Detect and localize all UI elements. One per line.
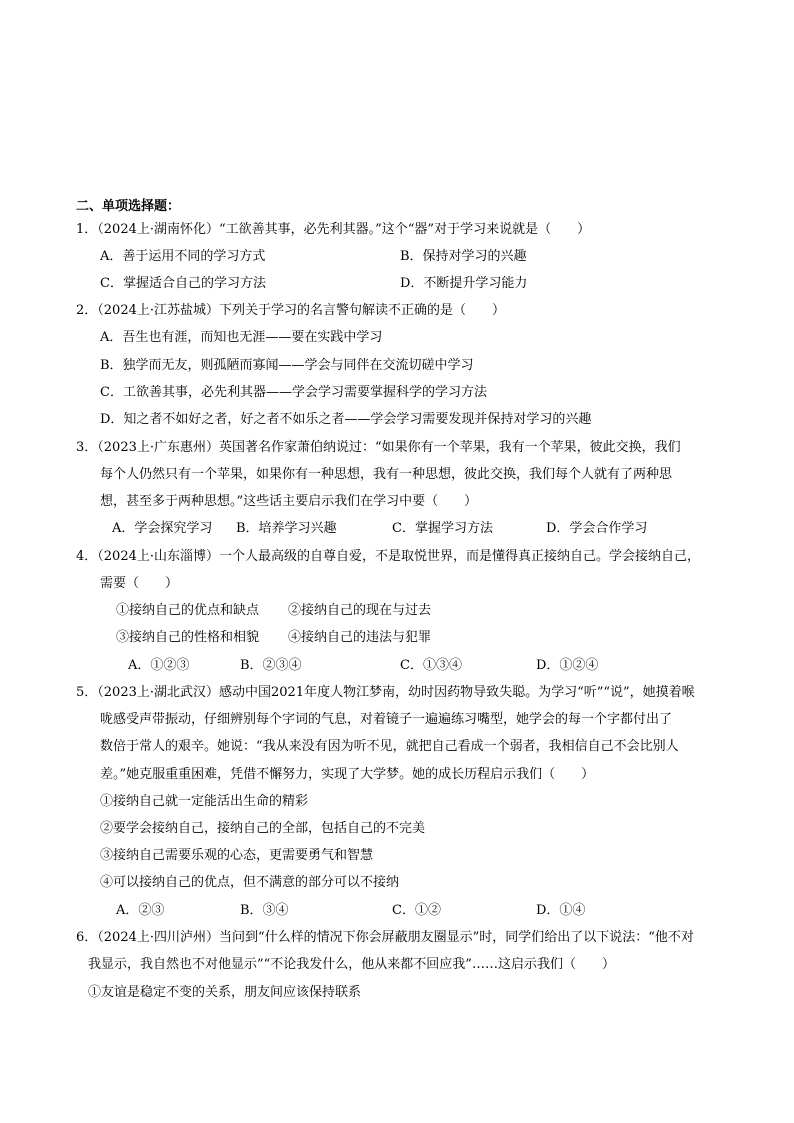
question-3-stem-line-2: 每个人仍然只有一个苹果，如果你有一种思想，我有一种思想，彼此交换，我们每个人就有了两种思: [100, 467, 673, 482]
question-1-option-d: D．不断提升学习能力: [400, 276, 528, 291]
question-4-option-c: C．①③④: [400, 658, 462, 673]
question-3-option-b: B．培养学习兴趣: [236, 521, 337, 536]
question-5-stem-line-2: 咙感受声带振动，仔细辨别每个字词的气息，对着镜子一遍遍练习嘴型，她学会的每一个字都付出了: [100, 712, 673, 727]
question-5-option-b: B．③④: [240, 903, 289, 918]
question-2-option-a: A．吾生也有涯，而知也无涯——要在实践中学习: [100, 330, 383, 345]
question-4-item-4: ④接纳自己的违法与犯罪: [288, 630, 432, 645]
question-4-option-d: D．①②④: [536, 658, 599, 673]
question-2-option-d: D．知之者不如好之者，好之者不如乐之者——学会学习需要发现并保持对学习的兴趣: [100, 412, 592, 427]
question-5-option-d: D．①④: [536, 903, 586, 918]
question-5-item-1: ①接纳自己就一定能活出生命的精彩: [100, 794, 309, 809]
question-5-option-c: C．①②: [392, 903, 441, 918]
question-1-stem: 1．（2024上·湖南怀化）“工欲善其事，必先利其器。”这个“器”对于学习来说就是（ ）: [76, 222, 591, 237]
question-4-option-b: B．②③④: [240, 658, 302, 673]
question-3-option-c: C．掌握学习方法: [392, 521, 493, 536]
question-5-stem-line-3: 数倍于常人的艰辛。她说：“我从来没有因为听不见，就把自己看成一个弱者，我相信自己不会比别人: [100, 739, 679, 754]
question-4-option-a: A．①②③: [128, 658, 190, 673]
question-3-stem-line-1: 3．（2023上·广东惠州）英国著名作家萧伯纳说过：“如果你有一个苹果，我有一个苹果，彼此交换，我们: [76, 440, 681, 455]
question-1-option-c: C．掌握适合自己的学习方法: [100, 276, 266, 291]
question-1-option-a: A．善于运用不同的学习方式: [100, 249, 266, 264]
question-3-option-a: A．学会探究学习: [112, 521, 213, 536]
question-6-stem-line-2: 我显示，我自然也不对他显示”“不论我发什么，他从来都不回应我”……这启示我们（ ）: [88, 957, 615, 972]
question-5-stem-line-4: 差。”她克服重重困难，凭借不懈努力，实现了大学梦。她的成长历程启示我们（ ）: [100, 767, 595, 782]
question-2-option-b: B．独学而无友，则孤陋而寡闻——学会与同伴在交流切磋中学习: [100, 358, 474, 373]
question-4-stem-line-1: 4．（2024上·山东淄博）一个人最高级的自尊自爱，不是取悦世界，而是懂得真正接纳自己。学会接纳自己，: [76, 549, 700, 564]
question-5-option-a: A．②③: [116, 903, 165, 918]
question-3-option-d: D．学会合作学习: [546, 521, 648, 536]
question-4-stem-line-2: 需要（ ）: [100, 576, 179, 591]
question-5-stem-line-1: 5．（2023上·湖北武汉）感动中国2021年度人物江梦南，幼时因药物导致失聪。为学习“听”“说”，她摸着喉: [76, 685, 695, 700]
question-2-stem: 2．（2024上·江苏盐城）下列关于学习的名言警句解读不正确的是（ ）: [76, 303, 505, 318]
question-6-item-1: ①友谊是稳定不变的关系，朋友间应该保持联系: [88, 985, 362, 1000]
question-6-stem-line-1: 6．（2024上·四川泸州）当问到“什么样的情况下你会屏蔽朋友圈显示”时，同学们给出了以下说法：“他不对: [76, 930, 694, 945]
question-1-option-b: B．保持对学习的兴趣: [400, 249, 527, 264]
question-4-item-1: ①接纳自己的优点和缺点: [116, 603, 260, 618]
question-5-item-2: ②要学会接纳自己，接纳自己的全部，包括自己的不完美: [100, 821, 426, 836]
section-title: 二、单项选择题：: [76, 199, 181, 214]
question-4-item-3: ③接纳自己的性格和相貌: [116, 630, 260, 645]
question-5-item-4: ④可以接纳自己的优点，但不满意的部分可以不接纳: [100, 875, 400, 890]
question-4-item-2: ②接纳自己的现在与过去: [288, 603, 432, 618]
question-5-item-3: ③接纳自己需要乐观的心态，更需要勇气和智慧: [100, 848, 374, 863]
question-2-option-c: C．工欲善其事，必先利其器——学会学习需要掌握科学的学习方法: [100, 385, 487, 400]
question-3-stem-line-3: 想，甚至多于两种思想。”这些话主要启示我们在学习中要（ ）: [100, 494, 478, 509]
